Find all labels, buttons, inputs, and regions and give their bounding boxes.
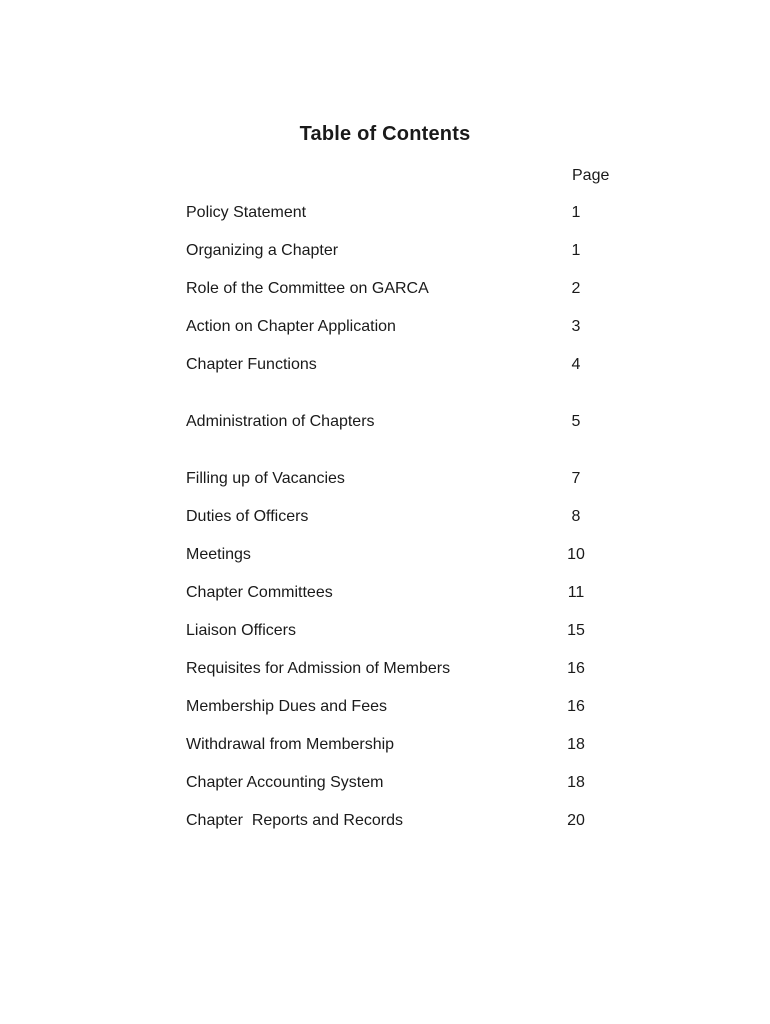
toc-entry-label: Requisites for Admission of Members xyxy=(186,660,451,677)
toc-entry-label: Chapter Accounting System xyxy=(186,774,384,791)
toc-entry xyxy=(186,810,606,848)
toc-entry-label: Withdrawal from Membership xyxy=(186,736,395,753)
toc-entry-page: 16 xyxy=(567,660,585,677)
toc-entry-page: 18 xyxy=(567,774,585,791)
toc-entry xyxy=(186,772,606,810)
toc-list xyxy=(186,202,606,848)
toc-entry-page: 5 xyxy=(571,413,581,430)
toc-entry-page: 4 xyxy=(571,356,581,373)
page-column-header: Page xyxy=(572,167,610,184)
page-title: Table of Contents xyxy=(299,123,471,145)
toc-entry-label: Chapter Functions xyxy=(186,356,317,373)
toc-entry-label: Duties of Officers xyxy=(186,508,309,525)
toc-entry-page: 8 xyxy=(571,508,581,525)
toc-entry xyxy=(186,354,606,411)
toc-entry xyxy=(186,316,606,354)
toc-entry-label: Administration of Chapters xyxy=(186,413,375,430)
toc-entry-page: 3 xyxy=(571,318,581,335)
toc-entry-page: 7 xyxy=(571,470,581,487)
toc-entry xyxy=(186,506,606,544)
toc-entry-label: Meetings xyxy=(186,546,251,563)
toc-entry-label: Liaison Officers xyxy=(186,622,296,639)
toc-entry-page: 20 xyxy=(567,812,585,829)
toc-entry-label: Policy Statement xyxy=(186,204,307,221)
toc-entry xyxy=(186,240,606,278)
toc-entry xyxy=(186,620,606,658)
toc-entry-label: Membership Dues and Fees xyxy=(186,698,387,715)
toc-entry xyxy=(186,696,606,734)
toc-entry-page: 11 xyxy=(567,584,585,601)
toc-entry-page: 16 xyxy=(567,698,585,715)
toc-entry-label: Filling up of Vacancies xyxy=(186,470,345,487)
toc-entry-page: 1 xyxy=(571,204,581,221)
toc-entry-label: Action on Chapter Application xyxy=(186,318,396,335)
toc-entry-page: 2 xyxy=(571,280,581,297)
toc-entry-label: Chapter Committees xyxy=(186,584,333,601)
toc-entry xyxy=(186,278,606,316)
toc-entry xyxy=(186,582,606,620)
toc-entry-label: Organizing a Chapter xyxy=(186,242,339,259)
toc-entry-label: Role of the Committee on GARCA xyxy=(186,280,429,297)
toc-entry-page: 10 xyxy=(567,546,585,563)
toc-entry-label: Chapter Reports and Records xyxy=(186,812,403,829)
toc-entry xyxy=(186,544,606,582)
toc-entry xyxy=(186,202,606,240)
toc-entry-page: 15 xyxy=(567,622,585,639)
toc-entry-page: 18 xyxy=(567,736,585,753)
toc-entry xyxy=(186,658,606,696)
toc-entry xyxy=(186,411,606,468)
toc-entry-page: 1 xyxy=(571,242,581,259)
toc-entry xyxy=(186,734,606,772)
toc-entry xyxy=(186,468,606,506)
